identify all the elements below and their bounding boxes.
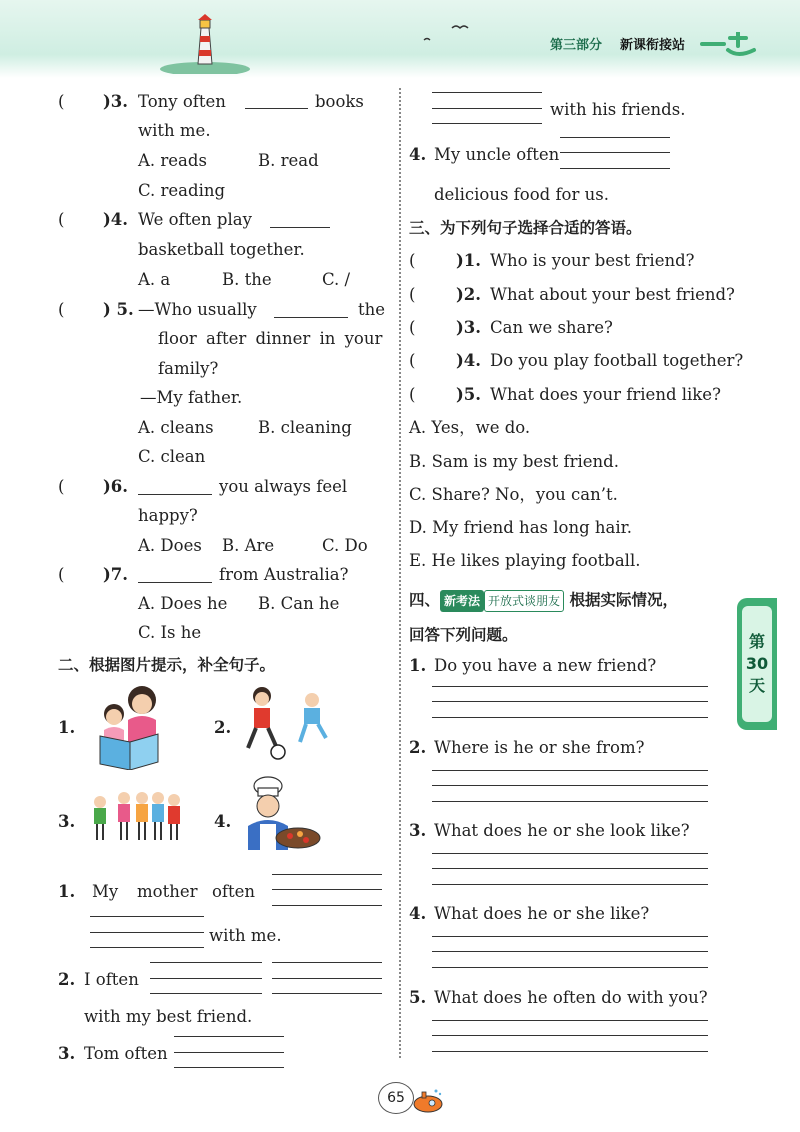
reading-together-picture — [90, 680, 170, 770]
answer-line[interactable] — [432, 686, 708, 687]
day-tab-char-2: 天 — [748, 676, 765, 695]
match-answer-a: A. Yes，we do. — [409, 418, 531, 437]
q6-number: )6. — [103, 477, 129, 496]
match-answer-e: E. He likes playing football. — [409, 551, 641, 570]
q3-option-b: B. read — [258, 151, 319, 170]
q7-stem: from Australia? — [219, 565, 349, 584]
answer-line[interactable] — [432, 853, 708, 854]
open-q4-number: 4. — [409, 904, 427, 923]
q5-paren: ( — [58, 300, 65, 319]
answer-line[interactable] — [432, 717, 708, 718]
pic-label-4: 4. — [214, 812, 232, 831]
q4-option-c: C. / — [322, 270, 351, 289]
s1-writing-line[interactable] — [272, 874, 382, 875]
answer-line[interactable] — [432, 1051, 708, 1052]
s2-number: 2. — [58, 970, 76, 989]
s2-writing-line[interactable] — [150, 993, 262, 994]
q6-paren: ( — [58, 477, 65, 496]
s2-writing-line[interactable] — [272, 962, 382, 963]
q5-option-a: A. cleans — [138, 418, 214, 437]
page-number: 65 — [378, 1082, 414, 1114]
open-q2-number: 2. — [409, 738, 427, 757]
s3-writing-line[interactable] — [174, 1036, 284, 1037]
s2-stem: I often — [84, 970, 139, 989]
q5-blank[interactable] — [274, 317, 348, 318]
birds-icon — [420, 22, 470, 52]
section3-title: 三、为下列句子选择合适的答语。 — [409, 219, 642, 237]
s1-writing-line[interactable] — [90, 947, 204, 948]
s4-writing-line[interactable] — [560, 168, 670, 169]
q7-option-b: B. Can he — [258, 594, 340, 613]
q4-stem: We often play — [138, 210, 252, 229]
s1-writing-line[interactable] — [90, 932, 204, 933]
s4-writing-line[interactable] — [560, 152, 670, 153]
match-q2-text: What about your best friend? — [490, 285, 735, 304]
match-q3-text: Can we share? — [490, 318, 613, 337]
q5-stem-b: the — [358, 300, 386, 319]
day-tab-char-1: 第 — [748, 632, 765, 651]
s4-stem: My uncle often — [434, 145, 560, 164]
submarine-icon — [412, 1088, 446, 1114]
match-answer-b: B. Sam is my best friend. — [409, 452, 619, 471]
q4-number: )4. — [103, 210, 129, 229]
q3-stem-c: with me. — [138, 121, 211, 140]
sharing-friends-picture — [88, 786, 188, 848]
day-tab-number: 30 — [745, 654, 769, 673]
station-title: 新课衔接站 — [620, 38, 686, 53]
q4-option-b: B. the — [222, 270, 272, 289]
q5-number: ) 5. — [103, 300, 134, 319]
match-q5-number: )5. — [456, 385, 482, 404]
answer-line[interactable] — [432, 884, 708, 885]
s2-tail: with my best friend. — [84, 1007, 253, 1026]
chef-cooking-picture — [238, 776, 324, 860]
q3-stem-b: books — [315, 92, 364, 111]
s3-stem: Tom often — [84, 1044, 168, 1063]
section2-title: 二、根据图片提示，补全句子。 — [58, 656, 276, 674]
match-q1-number: )1. — [456, 251, 482, 270]
s2-writing-line[interactable] — [272, 993, 382, 994]
open-q4-text: What does he or she like? — [434, 904, 650, 923]
match-answer-d: D. My friend has long hair. — [409, 518, 632, 537]
answer-line[interactable] — [432, 967, 708, 968]
q6-option-a: A. Does — [138, 536, 202, 555]
pic-label-3: 3. — [58, 812, 76, 831]
s3-number: 3. — [58, 1044, 76, 1063]
topic-badge: 开放式谈朋友 — [484, 590, 564, 612]
q7-paren: ( — [58, 565, 65, 584]
lighthouse-icon — [160, 14, 250, 74]
q4-stem-b: basketball together. — [138, 240, 305, 259]
q6-blank[interactable] — [138, 494, 212, 495]
s1-writing-line[interactable] — [272, 905, 382, 906]
answer-line[interactable] — [432, 868, 708, 869]
q7-option-a: A. Does he — [138, 594, 228, 613]
q3-option-c: C. reading — [138, 181, 226, 200]
answer-line[interactable] — [432, 701, 708, 702]
s1-number: 1. — [58, 882, 76, 901]
s4-tail: delicious food for us. — [434, 185, 609, 204]
section4-prefix: 四、 — [409, 591, 441, 609]
match-q1-paren: ( — [409, 251, 416, 270]
s1-writing-line[interactable] — [272, 889, 382, 890]
section4-title-b: 回答下列问题。 — [409, 626, 518, 644]
s3-cont-writing-line[interactable] — [432, 123, 542, 124]
open-q3-text: What does he or she look like? — [434, 821, 690, 840]
s2-writing-line[interactable] — [150, 962, 262, 963]
wave-icon — [700, 32, 760, 58]
match-q1-text: Who is your best friend? — [490, 251, 695, 270]
q3-option-a: A. reads — [138, 151, 207, 170]
s3-writing-line[interactable] — [174, 1052, 284, 1053]
s1-word-my: My — [92, 882, 119, 901]
part-label: 第三部分 — [550, 38, 603, 53]
q3-stem: Tony often — [138, 92, 226, 111]
open-q5-text: What does he often do with you? — [434, 988, 708, 1007]
new-exam-badge: 新考法 — [440, 590, 484, 612]
answer-line[interactable] — [432, 1020, 708, 1021]
section4-title — [409, 590, 678, 612]
match-q2-number: )2. — [456, 285, 482, 304]
q4-blank[interactable] — [270, 227, 330, 228]
s2-writing-line[interactable] — [272, 978, 382, 979]
answer-line[interactable] — [432, 770, 708, 771]
q5-stem-c: floor after dinner in your — [158, 329, 383, 348]
answer-line[interactable] — [432, 951, 708, 952]
q6-stem-b: happy? — [138, 506, 198, 525]
answer-line[interactable] — [432, 1035, 708, 1036]
s3-writing-line[interactable] — [174, 1067, 284, 1068]
open-q3-number: 3. — [409, 821, 427, 840]
s1-word-often: often — [212, 882, 256, 901]
q6-option-c: C. Do — [322, 536, 368, 555]
s3-tail: with his friends. — [550, 100, 686, 119]
match-answer-c: C. Share? No，you can’t. — [409, 485, 618, 504]
q4-paren: ( — [58, 210, 65, 229]
s1-tail: with me. — [209, 926, 282, 945]
q3-number: )3. — [103, 92, 129, 111]
s4-writing-line[interactable] — [560, 137, 670, 138]
match-q3-number: )3. — [456, 318, 482, 337]
match-q4-number: )4. — [456, 351, 482, 370]
open-q5-number: 5. — [409, 988, 427, 1007]
answer-line[interactable] — [432, 936, 708, 937]
s3-cont-writing-line[interactable] — [432, 92, 542, 93]
open-q1-number: 1. — [409, 656, 427, 675]
playing-football-picture — [232, 682, 342, 762]
q7-option-c: C. Is he — [138, 623, 202, 642]
pic-label-2: 2. — [214, 718, 232, 737]
q4-option-a: A. a — [138, 270, 171, 289]
q5-stem: —Who usually — [138, 300, 257, 319]
q5-option-b: B. cleaning — [258, 418, 352, 437]
open-q1-text: Do you have a new friend? — [434, 656, 657, 675]
q5-option-c: C. clean — [138, 447, 206, 466]
answer-line[interactable] — [432, 801, 708, 802]
match-q5-paren: ( — [409, 385, 416, 404]
s3-cont-writing-line[interactable] — [432, 108, 542, 109]
q5-stem-d: family? — [158, 359, 219, 378]
s1-writing-line[interactable] — [90, 916, 204, 917]
match-q5-text: What does your friend like? — [490, 385, 721, 404]
q3-paren: ( — [58, 92, 65, 111]
q6-stem: you always feel — [219, 477, 348, 496]
section4-title-a: 根据实际情况， — [569, 591, 678, 609]
pic-label-1: 1. — [58, 718, 76, 737]
q6-option-b: B. Are — [222, 536, 275, 555]
answer-line[interactable] — [432, 785, 708, 786]
match-q3-paren: ( — [409, 318, 416, 337]
q7-blank[interactable] — [138, 582, 212, 583]
match-q4-text: Do you play football together? — [490, 351, 744, 370]
s2-writing-line[interactable] — [150, 978, 262, 979]
q3-blank[interactable] — [245, 108, 308, 109]
s4-number: 4. — [409, 145, 427, 164]
q5-answer: —My father. — [140, 388, 243, 407]
day-side-tab — [737, 598, 777, 730]
column-divider — [399, 88, 401, 1058]
q7-number: )7. — [103, 565, 129, 584]
open-q2-text: Where is he or she from? — [434, 738, 645, 757]
s1-word-mother: mother — [137, 882, 198, 901]
match-q4-paren: ( — [409, 351, 416, 370]
match-q2-paren: ( — [409, 285, 416, 304]
